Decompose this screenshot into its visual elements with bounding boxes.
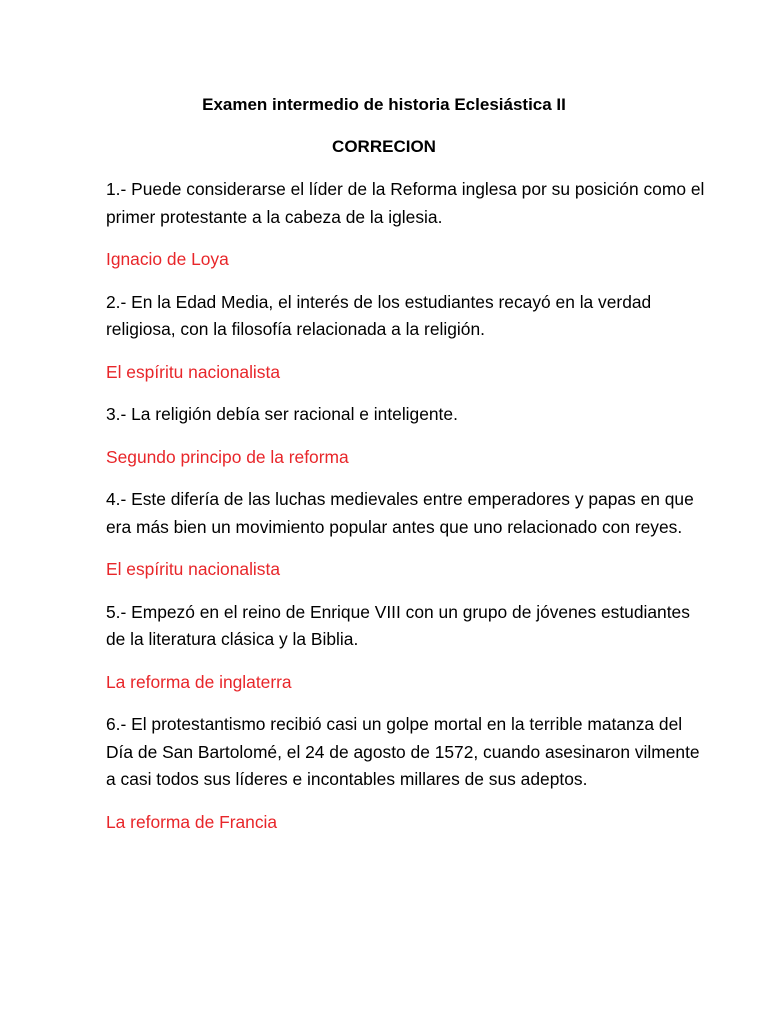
question-4: 4.- Este difería de las luchas medievales entre emperadores y papas en que era más bien un movimiento popular antes que uno relacionado con reyes. bbox=[106, 489, 694, 537]
question-6: 6.- El protestantismo recibió casi un golpe mortal en la terrible matanza del Día de San Bartolomé, el 24 de agosto de 1572, cuando asesinaron vilmente a casi todos sus líderes e incontables millares de sus adeptos. bbox=[106, 714, 700, 789]
question-2: 2.- En la Edad Media, el interés de los estudiantes recayó en la verdad religiosa, con la filosofía relacionada a la religión. bbox=[106, 291, 652, 339]
question-list bbox=[106, 176, 706, 851]
answer-4: El espíritu nacionalista bbox=[106, 559, 280, 579]
question-3: 3.- La religión debía ser racional e inteligente. bbox=[106, 404, 458, 424]
document-subtitle: CORRECION bbox=[332, 137, 436, 156]
answer-5: La reforma de inglaterra bbox=[106, 671, 292, 692]
question-1: 1.- Puede considerarse el líder de la Reforma inglesa por su posición como el primer protestante a la cabeza de la iglesia. bbox=[106, 179, 705, 227]
question-5: 5.- Empezó en el reino de Enrique VIII con un grupo de jóvenes estudiantes de la literatura clásica y la Biblia. bbox=[106, 601, 690, 649]
answer-1: Ignacio de Loya bbox=[106, 249, 229, 269]
answer-3: Segundo principo de la reforma bbox=[106, 446, 349, 467]
answer-2: El espíritu nacionalista bbox=[106, 361, 280, 382]
answer-6: La reforma de Francia bbox=[106, 811, 278, 832]
document-title: Examen intermedio de historia Eclesiástica II bbox=[202, 95, 566, 114]
